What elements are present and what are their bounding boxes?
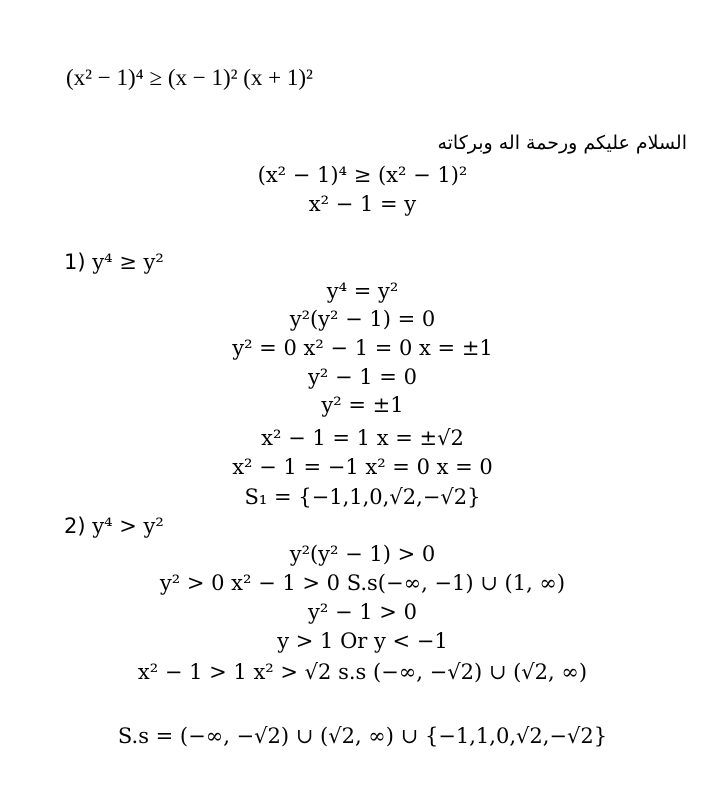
case-2-heading — [64, 514, 164, 538]
equation-line: y² = ±1 — [321, 393, 404, 417]
equation-line: y⁴ = y² — [326, 279, 399, 303]
root-line: x² − 1 = 1 x = ±√2 — [261, 426, 464, 450]
equation-line: y² − 1 = 0 — [308, 365, 417, 389]
inequality-line: y > 1 Or y < −1 — [277, 629, 448, 653]
substitution-line: x² − 1 = y — [308, 192, 417, 216]
case-1-heading — [64, 250, 164, 274]
case-2-expression: y⁴ > y² — [92, 514, 164, 538]
final-solution-set: S.s = (−∞, −√2) ∪ (√2, ∞) ∪ {−1,1,0,√2,−√2} — [117, 724, 608, 748]
greeting-text: السلام عليكم ورحمة اله وبركاته — [437, 132, 687, 154]
case-1-label: 1) — [64, 250, 86, 274]
root-line: y² = 0 x² − 1 = 0 x = ±1 — [232, 336, 493, 360]
interval-line: x² − 1 > 1 x² > √2 s.s (−∞, −√2) ∪ (√2, ∞) — [137, 660, 588, 684]
case-1-expression: y⁴ ≥ y² — [92, 250, 164, 274]
interval-line: y² > 0 x² − 1 > 0 S.s(−∞, −1) ∪ (1, ∞) — [159, 571, 566, 595]
inequality-line: y² − 1 > 0 — [308, 600, 417, 624]
factored-line: y²(y² − 1) = 0 — [289, 307, 436, 331]
problem-inequality: (x² − 1)⁴ ≥ (x − 1)² (x + 1)² — [66, 65, 313, 90]
rewritten-inequality: (x² − 1)⁴ ≥ (x² − 1)² — [257, 163, 468, 187]
factored-inequality: y²(y² − 1) > 0 — [289, 542, 436, 566]
solution-set-1: S₁ = {−1,1,0,√2,−√2} — [244, 485, 481, 509]
root-line: x² − 1 = −1 x² = 0 x = 0 — [232, 455, 493, 479]
case-2-label: 2) — [64, 514, 86, 538]
